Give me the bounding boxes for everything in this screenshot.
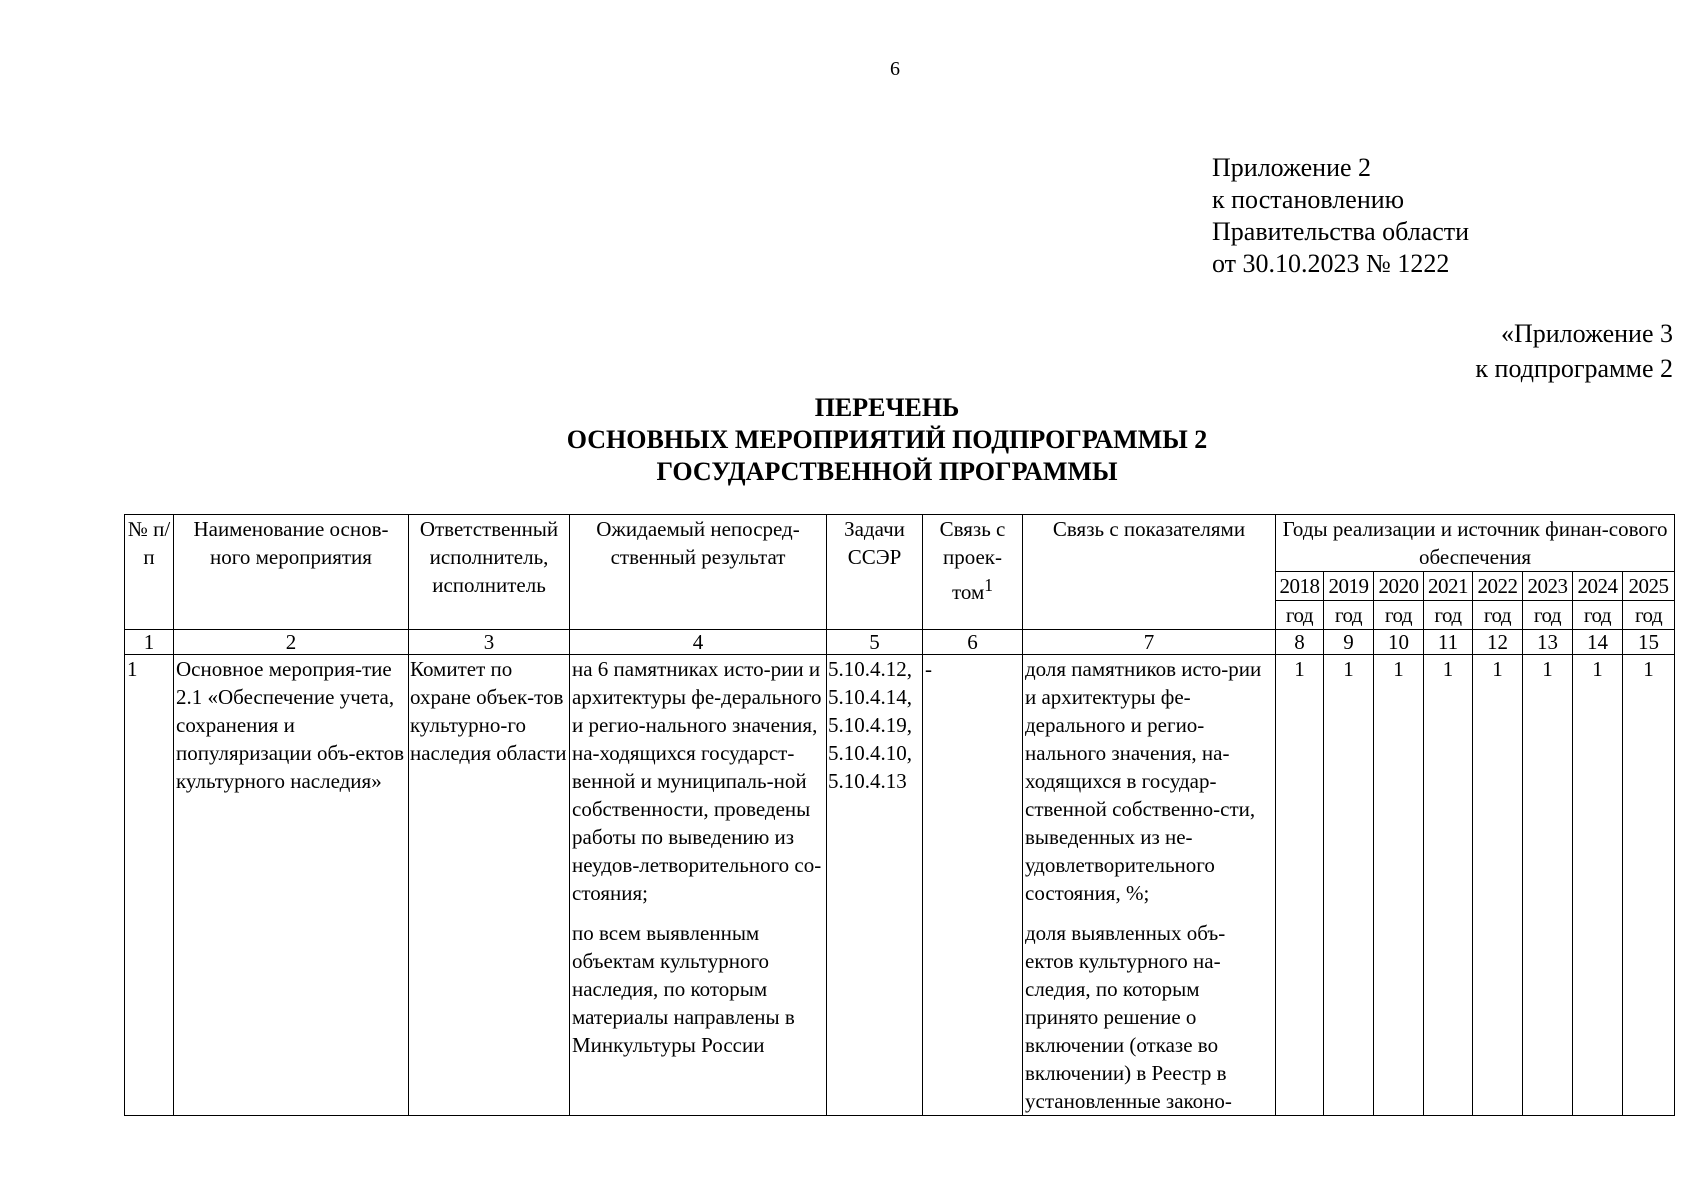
result-paragraph: по всем выявленным объектам культурного наследия, по которым материалы направлены в Минкультуры России xyxy=(572,921,795,1057)
row-year-value: 1 xyxy=(1473,655,1523,1116)
header-year: 2023 xyxy=(1523,572,1573,601)
header-indicators: Связь с показателями xyxy=(1023,515,1276,630)
row-executor: Комитет по охране объек-тов культурно-го наследия области xyxy=(409,655,570,1116)
header-year: 2021 xyxy=(1424,572,1473,601)
title-line: ГОСУДАРСТВЕННОЙ ПРОГРАММЫ xyxy=(656,457,1118,486)
appendix-3-line: «Приложение 3 xyxy=(1500,319,1673,348)
header-name: Наименование основ-ного мероприятия xyxy=(174,515,409,630)
header-project xyxy=(923,515,1023,630)
header-num: № п/п xyxy=(125,515,174,630)
header-year-unit: год xyxy=(1374,601,1424,630)
appendix-2-line: к постановлению xyxy=(1212,185,1405,214)
row-year-value: 1 xyxy=(1276,655,1324,1116)
row-year-value: 1 xyxy=(1523,655,1573,1116)
header-tasks: Задачи ССЭР xyxy=(827,515,923,630)
page-number: 6 xyxy=(890,58,900,80)
column-number: 4 xyxy=(570,630,827,655)
task-code: 5.10.4.19, xyxy=(828,713,912,737)
appendix-2-line: Правительства области xyxy=(1212,217,1470,246)
row-indicators xyxy=(1023,655,1276,1116)
appendix-2-line: Приложение 2 xyxy=(1212,153,1372,182)
header-result: Ожидаемый непосред-ственный результат xyxy=(570,515,827,630)
row-num: 1 xyxy=(125,655,174,1116)
row-year-value: 1 xyxy=(1324,655,1374,1116)
header-year-unit: год xyxy=(1473,601,1523,630)
column-number: 10 xyxy=(1374,630,1424,655)
indicator-paragraph: доля памятников исто-рии и архитектуры фе-дерального и регио-нального значения, на-ходящихся в государ-ственной собственно-сти, выведенных из не-удовлетворительного состояния, %; xyxy=(1025,657,1262,905)
task-code: 5.10.4.13 xyxy=(828,769,907,793)
appendix-2-block xyxy=(1212,152,1469,280)
row-year-value: 1 xyxy=(1573,655,1623,1116)
header-year: 2024 xyxy=(1573,572,1623,601)
column-number: 7 xyxy=(1023,630,1276,655)
title-line: ОСНОВНЫХ МЕРОПРИЯТИЙ ПОДПРОГРАММЫ 2 xyxy=(566,425,1208,454)
column-number: 6 xyxy=(923,630,1023,655)
column-number: 1 xyxy=(125,630,174,655)
column-number: 11 xyxy=(1424,630,1473,655)
row-tasks xyxy=(827,655,923,1116)
table-row xyxy=(125,655,1675,1116)
column-number: 8 xyxy=(1276,630,1324,655)
footnote-ref: 1 xyxy=(984,575,994,595)
column-number: 13 xyxy=(1523,630,1573,655)
header-year: 2022 xyxy=(1473,572,1523,601)
document-title xyxy=(0,392,1697,488)
column-number: 2 xyxy=(174,630,409,655)
row-year-value: 1 xyxy=(1623,655,1675,1116)
appendix-3-block xyxy=(1475,316,1673,386)
row-name: Основное мероприя-тие 2.1 «Обеспечение учета, сохранения и популяризации объ-ектов культурного наследия» xyxy=(174,655,409,1116)
row-result xyxy=(570,655,827,1116)
header-row xyxy=(125,515,1675,572)
row-year-value: 1 xyxy=(1424,655,1473,1116)
task-code: 5.10.4.10, xyxy=(828,741,912,765)
task-code: 5.10.4.12, xyxy=(828,657,912,681)
header-year: 2019 xyxy=(1324,572,1374,601)
appendix-3-line: к подпрограмме 2 xyxy=(1475,354,1673,383)
column-number: 9 xyxy=(1324,630,1374,655)
title-line: ПЕРЕЧЕНЬ xyxy=(814,393,960,422)
measures-table xyxy=(124,514,1675,1116)
header-year-unit: год xyxy=(1523,601,1573,630)
row-project: - xyxy=(923,655,1023,1116)
column-number: 15 xyxy=(1623,630,1675,655)
column-numbers-row xyxy=(125,630,1675,655)
column-number: 3 xyxy=(409,630,570,655)
header-years-group: Годы реализации и источник финан-сового обеспечения xyxy=(1276,515,1675,572)
header-year: 2025 xyxy=(1623,572,1675,601)
header-year: 2018 xyxy=(1276,572,1324,601)
column-number: 12 xyxy=(1473,630,1523,655)
result-paragraph: на 6 памятниках исто-рии и архитектуры фе-дерального и регио-нального значения, на-ходящихся государст-венной и муниципаль-ной собственности, проведены работы по выведению из неудов-летворительного со-стояния; xyxy=(572,657,822,905)
appendix-2-line: от 30.10.2023 № 1222 xyxy=(1212,249,1450,278)
task-code: 5.10.4.14, xyxy=(828,685,912,709)
column-number: 14 xyxy=(1573,630,1623,655)
header-year-unit: год xyxy=(1276,601,1324,630)
header-year: 2020 xyxy=(1374,572,1424,601)
header-year-unit: год xyxy=(1324,601,1374,630)
header-year-unit: год xyxy=(1424,601,1473,630)
row-year-value: 1 xyxy=(1374,655,1424,1116)
indicator-paragraph: доля выявленных объ-ектов культурного на-следия, по которым принято решение о включении (отказе во включении) в Реестр в установленные законо- xyxy=(1025,921,1232,1113)
header-project-label: Связь с проек-том xyxy=(939,517,1006,604)
header-year-unit: год xyxy=(1623,601,1675,630)
header-year-unit: год xyxy=(1573,601,1623,630)
header-executor: Ответственный исполнитель, исполнитель xyxy=(409,515,570,630)
column-number: 5 xyxy=(827,630,923,655)
